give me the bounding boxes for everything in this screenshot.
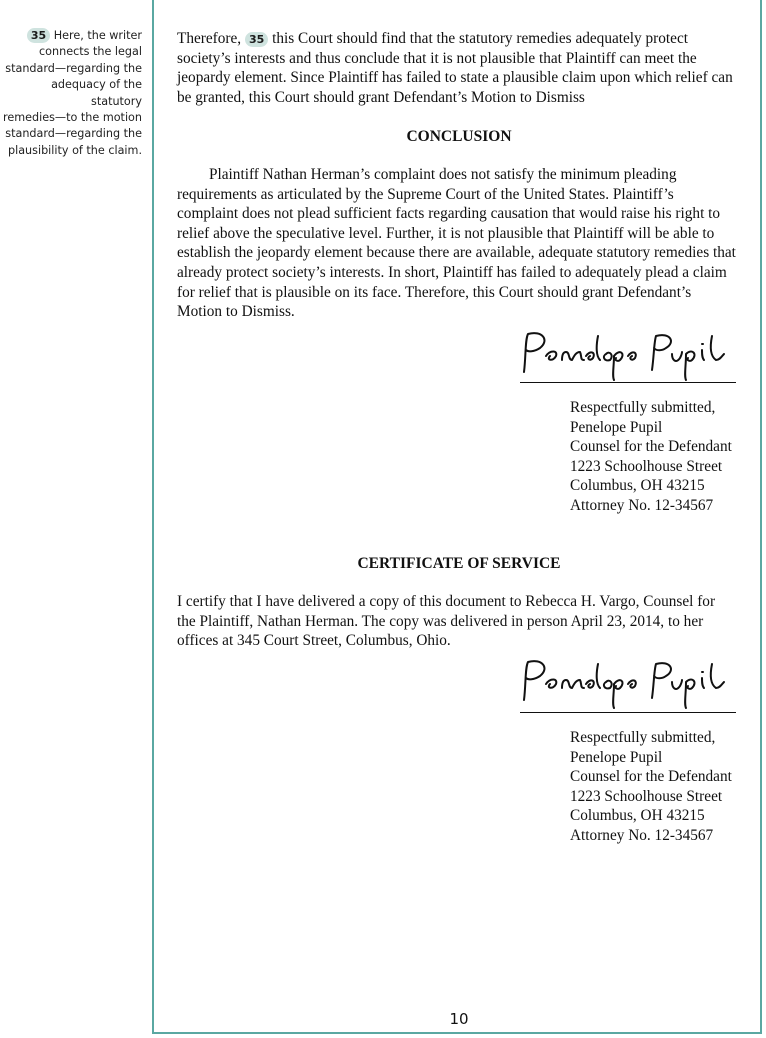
- annotation-line: standard—regarding the: [5, 127, 142, 141]
- intro-paragraph: Therefore, 35 this Court should find that the statutory remedies adequately protect society’s interests and thus conclude that it is not plausible that Plaintiff can meet the jeopardy element. Since Plaintiff has failed to state a plausible claim upon which relief can be granted, this Court should grant Defendant’s Motion to Dismiss: [177, 30, 733, 106]
- handwritten-signature: [516, 654, 746, 710]
- annotation-line: plausibility of the claim.: [7, 143, 142, 157]
- signature-block: Respectfully submitted, Penelope Pupil Counsel for the Defendant 1223 Schoolhouse Street Columbus, OH 43215 Attorney No. 12-34567: [570, 399, 732, 514]
- certificate-heading: CERTIFICATE OF SERVICE: [357, 555, 561, 572]
- annotation-line: connects the legal: [39, 45, 142, 59]
- annotation-line: standard—regarding the: [5, 61, 142, 75]
- certificate-paragraph: I certify that I have delivered a copy of this document to Rebecca H. Vargo, Counsel for the Plaintiff, Nathan Herman. The copy was delivered in person April 23, 2014, to her offices at 345 Court Street, Columbus, Ohio.: [177, 593, 716, 650]
- annotation-line: adequacy of the statutory: [51, 78, 142, 108]
- document-page: [152, 0, 762, 1034]
- handwritten-signature: [516, 326, 746, 382]
- annotation-number-badge: 35: [27, 28, 50, 43]
- page-number: 10: [449, 1010, 469, 1028]
- annotation-line: remedies—to the motion: [2, 111, 142, 125]
- annotation-line: 35 Here, the writer: [0, 28, 142, 44]
- signature-block: Respectfully submitted, Penelope Pupil Counsel for the Defendant 1223 Schoolhouse Street Columbus, OH 43215 Attorney No. 12-34567: [570, 729, 732, 844]
- annotation-marker-badge: 35: [245, 32, 268, 47]
- signature-line: [520, 382, 736, 383]
- signature-line: [520, 712, 736, 713]
- conclusion-paragraph: Plaintiff Nathan Herman’s complaint does not satisfy the minimum pleading requirements as articulated by the Supreme Court of the United States. Plaintiff’s complaint does not plead sufficient facts regarding causation that would raise his right to relief above the speculative level. Further, it is not plausible that Plaintiff will be able to establish the jeopardy element because there are available, adequate statutory remedies that already protect society’s interests. In short, Plaintiff has failed to adequately plead a claim for relief that is plausible on its face. Therefore, this Court should grant Defendant’s Motion to Dismiss.: [177, 166, 736, 321]
- conclusion-heading: CONCLUSION: [406, 128, 512, 145]
- margin-annotation: [0, 28, 142, 159]
